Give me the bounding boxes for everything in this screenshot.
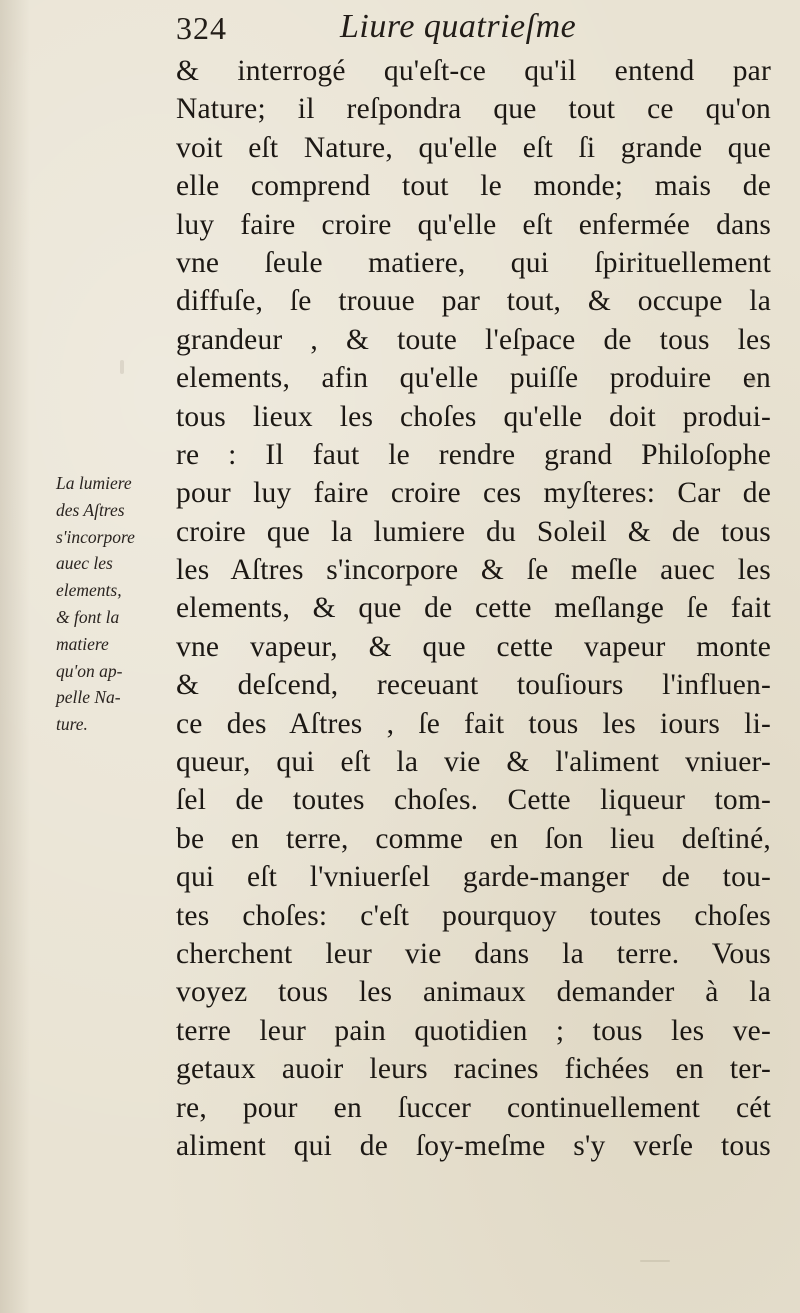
margin-note-line: auec les: [56, 553, 113, 574]
text-line: diffuſe, ſe trouue par tout, & occupe la: [176, 285, 771, 318]
paper-speck: [640, 1260, 670, 1262]
margin-note-line: & font la: [56, 606, 120, 627]
running-head: [176, 8, 736, 50]
margin-note: [56, 470, 174, 738]
text-line: re, pour en ſuccer continuellement cét: [176, 1091, 771, 1124]
text-line: & interrogé qu'eſt-ce qu'il entend par: [176, 55, 771, 87]
text-line: les Aſtres s'incorpore & ſe meſle auec les: [176, 554, 771, 587]
margin-note-line: s'incorpore: [56, 526, 135, 547]
text-line: vne ſeule matiere, qui ſpirituellement: [176, 246, 771, 279]
margin-note-line: elements,: [56, 580, 122, 601]
text-line: elements, afin qu'elle puiſſe produire en: [176, 362, 771, 395]
margin-note-line: pelle Na-: [56, 687, 121, 708]
margin-note-line: ture.: [56, 714, 88, 735]
running-head-title: Liure quatrieſme: [340, 8, 577, 45]
gutter-shadow: [0, 0, 30, 1313]
text-line: re : Il faut le rendre grand Philoſophe: [176, 438, 771, 471]
text-line: elle comprend tout le monde; mais de: [176, 170, 771, 203]
text-line: vne vapeur, & que cette vapeur monte: [176, 630, 771, 663]
text-line: voit eſt Nature, qu'elle eſt ſi grande que: [176, 131, 771, 164]
paper-speck: [120, 360, 124, 374]
text-line: Nature; il reſpondra que tout ce qu'on: [176, 93, 771, 126]
text-line: croire que la lumiere du Soleil & de tous: [176, 515, 771, 548]
text-line: voyez tous les animaux demander à la: [176, 976, 771, 1009]
text-line: aliment qui de ſoy-meſme s'y verſe tous: [176, 1129, 771, 1162]
text-line: & deſcend, receuant touſiours l'influen-: [176, 669, 771, 702]
text-line: tous lieux les choſes qu'elle doit produi-: [176, 400, 771, 433]
text-line: ſel de toutes choſes. Cette liqueur tom-: [176, 784, 771, 817]
margin-note-line: matiere: [56, 633, 109, 654]
text-line: ce des Aſtres , ſe fait tous les iours li-: [176, 707, 771, 740]
margin-note-line: des Aſtres: [56, 499, 125, 520]
text-line: grandeur , & toute l'eſpace de tous les: [176, 323, 771, 356]
margin-note-line: La lumiere: [56, 473, 132, 493]
text-line: terre leur pain quotidien ; tous les ve-: [176, 1014, 771, 1047]
body-text: [176, 52, 771, 1165]
text-line: getaux auoir leurs racines fichées en ter-: [176, 1053, 771, 1086]
text-line: cherchent leur vie dans la terre. Vous: [176, 937, 771, 970]
text-line: tes choſes: c'eſt pourquoy toutes choſes: [176, 899, 771, 932]
text-line: elements, & que de cette meſlange ſe fait: [176, 592, 771, 625]
text-line: pour luy faire croire ces myſteres: Car de: [176, 477, 771, 510]
text-line: luy faire croire qu'elle eſt enfermée dans: [176, 208, 771, 241]
paper-speck: [748, 376, 756, 384]
text-line: queur, qui eſt la vie & l'aliment vniuer-: [176, 746, 771, 779]
text-line: qui eſt l'vniuerſel garde-manger de tou-: [176, 861, 771, 894]
text-line: be en terre, comme en ſon lieu deſtiné,: [176, 822, 771, 855]
page-number: 324: [176, 10, 227, 46]
margin-note-line: qu'on ap-: [56, 660, 123, 681]
